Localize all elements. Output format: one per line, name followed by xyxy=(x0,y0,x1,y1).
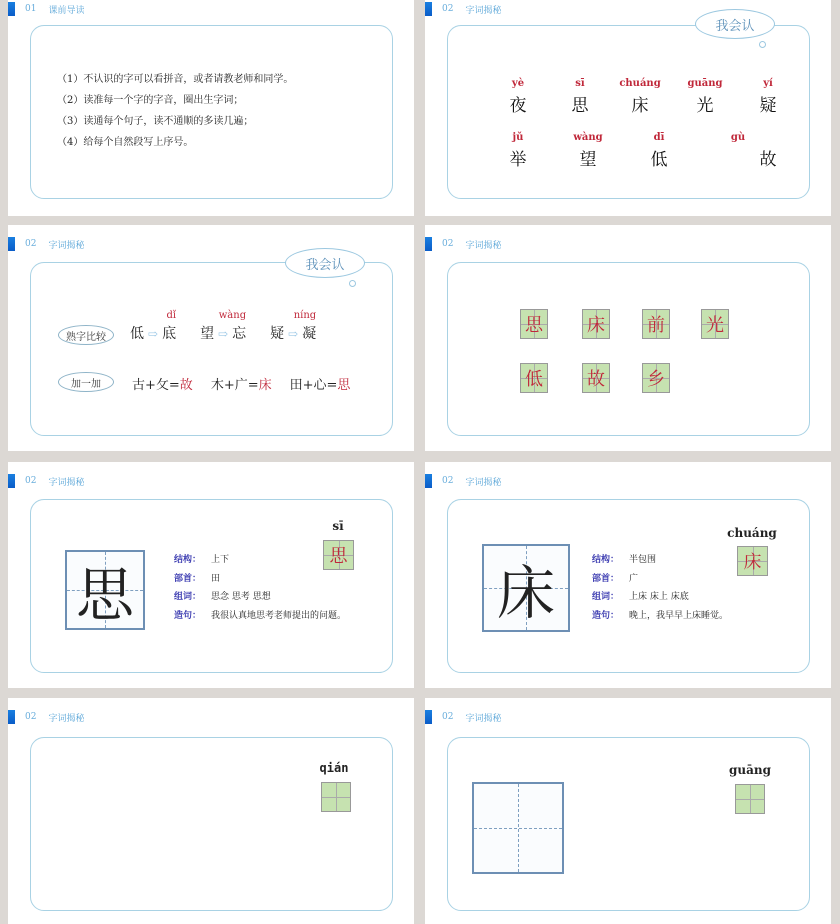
char-cell: 思 xyxy=(323,540,354,570)
section-marker xyxy=(8,710,15,724)
arrow-icon: ⇨ xyxy=(218,327,229,341)
slide-4[interactable] xyxy=(425,225,831,451)
content-box xyxy=(30,262,393,436)
section-number: 02 xyxy=(442,712,454,722)
char-card: guāng 光 xyxy=(687,78,723,116)
section-number: 02 xyxy=(25,712,37,722)
pinyin: chuáng xyxy=(727,526,777,540)
cloud-badge: 我会认 xyxy=(695,9,775,39)
slide-5[interactable] xyxy=(8,462,414,688)
char-cell: 光 xyxy=(701,309,729,339)
pinyin: qián xyxy=(319,761,349,775)
section-number: 02 xyxy=(25,476,37,486)
section-marker xyxy=(425,237,432,251)
label-compare: 熟字比较 xyxy=(58,325,114,345)
content-box xyxy=(447,262,810,436)
char-card: yè 夜 xyxy=(509,78,527,116)
char-cell: 故 xyxy=(582,363,610,393)
label-add: 加一加 xyxy=(58,372,114,392)
section-title: 字词揭秘 xyxy=(48,477,85,488)
section-marker xyxy=(425,474,432,488)
slide-3[interactable] xyxy=(8,225,414,451)
slide-2[interactable] xyxy=(425,0,831,216)
char-card: jǔ 举 xyxy=(509,132,527,170)
char-cell: 思 xyxy=(520,309,548,339)
section-marker xyxy=(8,474,15,488)
section-marker xyxy=(8,237,15,251)
char-cell: 床 xyxy=(582,309,610,339)
section-marker xyxy=(425,2,432,16)
slide-7[interactable] xyxy=(8,698,414,924)
char-cell: 床 xyxy=(737,546,768,576)
writing-grid: 思 xyxy=(65,550,145,630)
instruction-line: （2）读准每一个字的字音，圈出生字词； xyxy=(57,95,244,106)
char-card: chuáng 床 xyxy=(619,78,661,116)
section-number: 02 xyxy=(25,239,37,249)
section-marker xyxy=(425,710,432,724)
section-title: 字词揭秘 xyxy=(48,240,85,251)
section-marker xyxy=(8,2,15,16)
section-title: 字词揭秘 xyxy=(465,240,502,251)
char-cell: 低 xyxy=(520,363,548,393)
section-title: 字词揭秘 xyxy=(465,477,502,488)
char-card: wàng 望 xyxy=(573,132,603,170)
section-title: 字词揭秘 xyxy=(48,713,85,724)
section-number: 01 xyxy=(25,4,37,14)
section-number: 02 xyxy=(442,4,454,14)
writing-grid xyxy=(472,782,564,874)
section-title: 课前导读 xyxy=(48,5,85,16)
writing-grid: 床 xyxy=(482,544,570,632)
char-cell xyxy=(321,782,351,812)
section-number: 02 xyxy=(442,476,454,486)
char-cell xyxy=(735,784,765,814)
arrow-icon: ⇨ xyxy=(288,327,299,341)
content-box xyxy=(30,25,393,199)
slide-1[interactable] xyxy=(8,0,414,216)
char-card: gù 故 xyxy=(730,132,777,170)
section-title: 字词揭秘 xyxy=(465,5,502,16)
char-card: yí 疑 xyxy=(759,78,777,116)
instruction-line: （1）不认识的字可以看拼音，或者请教老师和同学。 xyxy=(57,74,294,85)
char-info: 结构： 上下 部首： 田 组词： 思念 思考 思想 造句： 我很认真地思考老师提出的问题。 xyxy=(174,555,347,621)
section-title: 字词揭秘 xyxy=(465,713,502,724)
char-info: 结构： 半包围 部首： 广 组词： 上床 床上 床底 造句： 晚上，我早早上床睡觉。 xyxy=(592,555,729,621)
slide-8[interactable] xyxy=(425,698,831,924)
add-row: 古+攵=故 木+广=床 田+心=思 xyxy=(132,378,351,393)
char-cell: 前 xyxy=(642,309,670,339)
pinyin: sī xyxy=(332,519,344,533)
char-card: dī 低 xyxy=(650,132,668,170)
compare-row: dǐ 低 ⇨ 底 wàng 望 ⇨ 忘 níng 疑 ⇨ 凝 xyxy=(130,310,317,342)
pinyin: guāng xyxy=(728,763,771,777)
arrow-icon: ⇨ xyxy=(148,327,159,341)
char-card: sī 思 xyxy=(571,78,589,116)
slide-6[interactable] xyxy=(425,462,831,688)
instruction-line: （4）给每个自然段写上序号。 xyxy=(57,137,194,148)
section-number: 02 xyxy=(442,239,454,249)
char-cell: 乡 xyxy=(642,363,670,393)
instruction-line: （3）读通每个句子，读不通顺的多读几遍； xyxy=(57,116,254,127)
cloud-badge: 我会认 xyxy=(285,248,365,278)
